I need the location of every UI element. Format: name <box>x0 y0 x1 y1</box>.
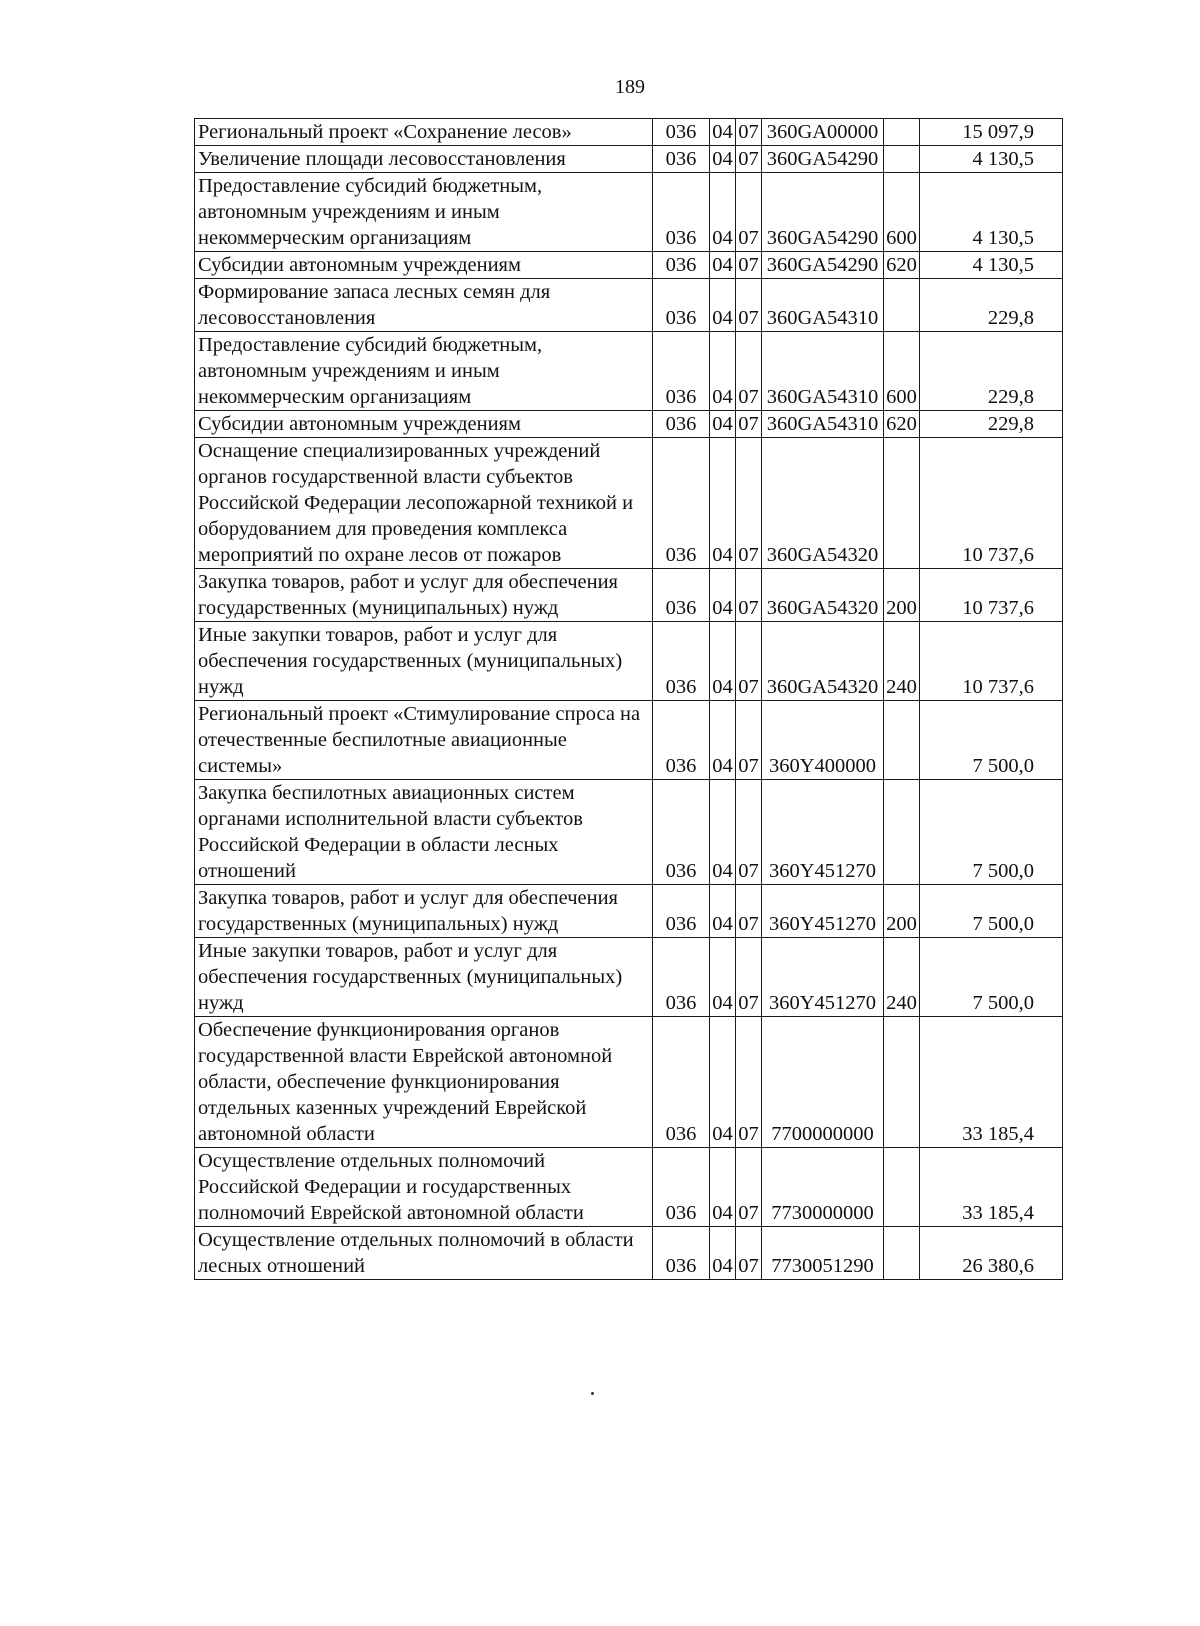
row-target-code-cell: 360Y400000 <box>762 701 884 780</box>
row-target-code-cell: 360GA54290 <box>762 146 884 173</box>
row-subsection-cell: 07 <box>736 1148 762 1227</box>
row-admin-code-cell: 036 <box>653 780 710 885</box>
row-section-cell: 04 <box>710 119 736 146</box>
row-section-cell: 04 <box>710 885 736 938</box>
table-row <box>195 938 1063 1017</box>
row-section-cell: 04 <box>710 411 736 438</box>
row-amount-cell: 10 737,6 <box>920 438 1063 569</box>
table-row <box>195 1227 1063 1280</box>
row-subsection-cell: 07 <box>736 332 762 411</box>
table-row <box>195 411 1063 438</box>
row-subsection-cell: 07 <box>736 1227 762 1280</box>
row-subsection-cell: 07 <box>736 622 762 701</box>
row-name-cell: Обеспечение функционирования органов государственной власти Еврейской автономной области, обеспечение функционирования отдельных казенных учреждений Еврейской автономной области <box>195 1017 653 1148</box>
row-amount-cell: 7 500,0 <box>920 938 1063 1017</box>
stray-dot <box>591 1392 594 1395</box>
row-expense-type-cell: 600 <box>884 332 920 411</box>
row-subsection-cell: 07 <box>736 279 762 332</box>
row-section-cell: 04 <box>710 1017 736 1148</box>
row-expense-type-cell: 200 <box>884 569 920 622</box>
row-section-cell: 04 <box>710 438 736 569</box>
row-target-code-cell: 360GA54310 <box>762 332 884 411</box>
row-amount-cell: 4 130,5 <box>920 146 1063 173</box>
row-admin-code-cell: 036 <box>653 411 710 438</box>
budget-table <box>194 118 1063 1280</box>
row-name-cell: Предоставление субсидий бюджетным, автономным учреждениям и иным некоммерческим организациям <box>195 332 653 411</box>
row-amount-cell: 33 185,4 <box>920 1017 1063 1148</box>
table-row <box>195 701 1063 780</box>
row-admin-code-cell: 036 <box>653 885 710 938</box>
row-subsection-cell: 07 <box>736 569 762 622</box>
row-section-cell: 04 <box>710 146 736 173</box>
row-name-cell: Субсидии автономным учреждениям <box>195 252 653 279</box>
row-target-code-cell: 360GA54290 <box>762 252 884 279</box>
row-expense-type-cell <box>884 438 920 569</box>
table-row <box>195 119 1063 146</box>
row-target-code-cell: 7700000000 <box>762 1017 884 1148</box>
row-section-cell: 04 <box>710 622 736 701</box>
row-target-code-cell: 360GA00000 <box>762 119 884 146</box>
row-admin-code-cell: 036 <box>653 279 710 332</box>
row-expense-type-cell: 600 <box>884 173 920 252</box>
row-expense-type-cell: 620 <box>884 252 920 279</box>
table-row <box>195 146 1063 173</box>
row-amount-cell: 10 737,6 <box>920 569 1063 622</box>
row-subsection-cell: 07 <box>736 780 762 885</box>
row-expense-type-cell <box>884 279 920 332</box>
row-admin-code-cell: 036 <box>653 173 710 252</box>
row-amount-cell: 229,8 <box>920 411 1063 438</box>
table-row <box>195 438 1063 569</box>
row-name-cell: Региональный проект «Сохранение лесов» <box>195 119 653 146</box>
row-section-cell: 04 <box>710 1227 736 1280</box>
row-amount-cell: 10 737,6 <box>920 622 1063 701</box>
row-admin-code-cell: 036 <box>653 1017 710 1148</box>
row-amount-cell: 26 380,6 <box>920 1227 1063 1280</box>
row-target-code-cell: 360GA54320 <box>762 622 884 701</box>
row-target-code-cell: 360GA54310 <box>762 411 884 438</box>
table-row <box>195 622 1063 701</box>
row-admin-code-cell: 036 <box>653 701 710 780</box>
table-row <box>195 173 1063 252</box>
row-section-cell: 04 <box>710 780 736 885</box>
row-name-cell: Увеличение площади лесовосстановления <box>195 146 653 173</box>
row-name-cell: Региональный проект «Стимулирование спроса на отечественные беспилотные авиационные системы» <box>195 701 653 780</box>
row-section-cell: 04 <box>710 332 736 411</box>
row-target-code-cell: 360GA54320 <box>762 569 884 622</box>
row-target-code-cell: 7730000000 <box>762 1148 884 1227</box>
row-name-cell: Иные закупки товаров, работ и услуг для обеспечения государственных (муниципальных) нужд <box>195 938 653 1017</box>
row-subsection-cell: 07 <box>736 938 762 1017</box>
row-target-code-cell: 360GA54320 <box>762 438 884 569</box>
row-expense-type-cell <box>884 119 920 146</box>
budget-table-body <box>195 119 1063 1280</box>
row-name-cell: Осуществление отдельных полномочий в области лесных отношений <box>195 1227 653 1280</box>
row-amount-cell: 229,8 <box>920 332 1063 411</box>
row-subsection-cell: 07 <box>736 146 762 173</box>
row-admin-code-cell: 036 <box>653 622 710 701</box>
row-admin-code-cell: 036 <box>653 146 710 173</box>
row-section-cell: 04 <box>710 252 736 279</box>
row-subsection-cell: 07 <box>736 438 762 569</box>
row-expense-type-cell <box>884 1227 920 1280</box>
row-amount-cell: 4 130,5 <box>920 173 1063 252</box>
row-amount-cell: 7 500,0 <box>920 780 1063 885</box>
row-subsection-cell: 07 <box>736 1017 762 1148</box>
row-expense-type-cell: 200 <box>884 885 920 938</box>
row-admin-code-cell: 036 <box>653 1148 710 1227</box>
row-name-cell: Закупка беспилотных авиационных систем органами исполнительной власти субъектов Российской Федерации в области лесных отношений <box>195 780 653 885</box>
row-name-cell: Закупка товаров, работ и услуг для обеспечения государственных (муниципальных) нужд <box>195 569 653 622</box>
row-admin-code-cell: 036 <box>653 438 710 569</box>
row-target-code-cell: 360GA54310 <box>762 279 884 332</box>
table-row <box>195 1017 1063 1148</box>
page-number: 189 <box>615 76 645 98</box>
row-expense-type-cell <box>884 1148 920 1227</box>
row-section-cell: 04 <box>710 173 736 252</box>
row-section-cell: 04 <box>710 569 736 622</box>
row-target-code-cell: 7730051290 <box>762 1227 884 1280</box>
table-row <box>195 279 1063 332</box>
row-amount-cell: 7 500,0 <box>920 885 1063 938</box>
row-expense-type-cell <box>884 701 920 780</box>
row-name-cell: Осуществление отдельных полномочий Российской Федерации и государственных полномочий Еврейской автономной области <box>195 1148 653 1227</box>
row-amount-cell: 7 500,0 <box>920 701 1063 780</box>
row-expense-type-cell <box>884 1017 920 1148</box>
row-section-cell: 04 <box>710 701 736 780</box>
row-target-code-cell: 360Y451270 <box>762 780 884 885</box>
row-subsection-cell: 07 <box>736 701 762 780</box>
row-subsection-cell: 07 <box>736 173 762 252</box>
row-section-cell: 04 <box>710 1148 736 1227</box>
row-amount-cell: 4 130,5 <box>920 252 1063 279</box>
table-row <box>195 252 1063 279</box>
row-admin-code-cell: 036 <box>653 252 710 279</box>
row-expense-type-cell <box>884 146 920 173</box>
row-admin-code-cell: 036 <box>653 332 710 411</box>
row-target-code-cell: 360Y451270 <box>762 885 884 938</box>
row-subsection-cell: 07 <box>736 411 762 438</box>
row-section-cell: 04 <box>710 938 736 1017</box>
table-row <box>195 332 1063 411</box>
row-expense-type-cell: 240 <box>884 622 920 701</box>
row-amount-cell: 15 097,9 <box>920 119 1063 146</box>
row-admin-code-cell: 036 <box>653 1227 710 1280</box>
row-expense-type-cell <box>884 780 920 885</box>
row-admin-code-cell: 036 <box>653 569 710 622</box>
row-admin-code-cell: 036 <box>653 119 710 146</box>
table-row <box>195 885 1063 938</box>
row-expense-type-cell: 240 <box>884 938 920 1017</box>
row-target-code-cell: 360GA54290 <box>762 173 884 252</box>
row-name-cell: Предоставление субсидий бюджетным, автономным учреждениям и иным некоммерческим организациям <box>195 173 653 252</box>
row-subsection-cell: 07 <box>736 252 762 279</box>
row-name-cell: Формирование запаса лесных семян для лесовосстановления <box>195 279 653 332</box>
row-name-cell: Иные закупки товаров, работ и услуг для обеспечения государственных (муниципальных) нужд <box>195 622 653 701</box>
row-target-code-cell: 360Y451270 <box>762 938 884 1017</box>
row-subsection-cell: 07 <box>736 885 762 938</box>
row-name-cell: Субсидии автономным учреждениям <box>195 411 653 438</box>
row-name-cell: Оснащение специализированных учреждений органов государственной власти субъектов Российской Федерации лесопожарной техникой и оборудованием для проведения комплекса мероприятий по охране лесов от пожаров <box>195 438 653 569</box>
row-expense-type-cell: 620 <box>884 411 920 438</box>
row-section-cell: 04 <box>710 279 736 332</box>
table-row <box>195 1148 1063 1227</box>
row-name-cell: Закупка товаров, работ и услуг для обеспечения государственных (муниципальных) нужд <box>195 885 653 938</box>
table-row <box>195 569 1063 622</box>
table-row <box>195 780 1063 885</box>
row-subsection-cell: 07 <box>736 119 762 146</box>
row-amount-cell: 229,8 <box>920 279 1063 332</box>
row-admin-code-cell: 036 <box>653 938 710 1017</box>
row-amount-cell: 33 185,4 <box>920 1148 1063 1227</box>
